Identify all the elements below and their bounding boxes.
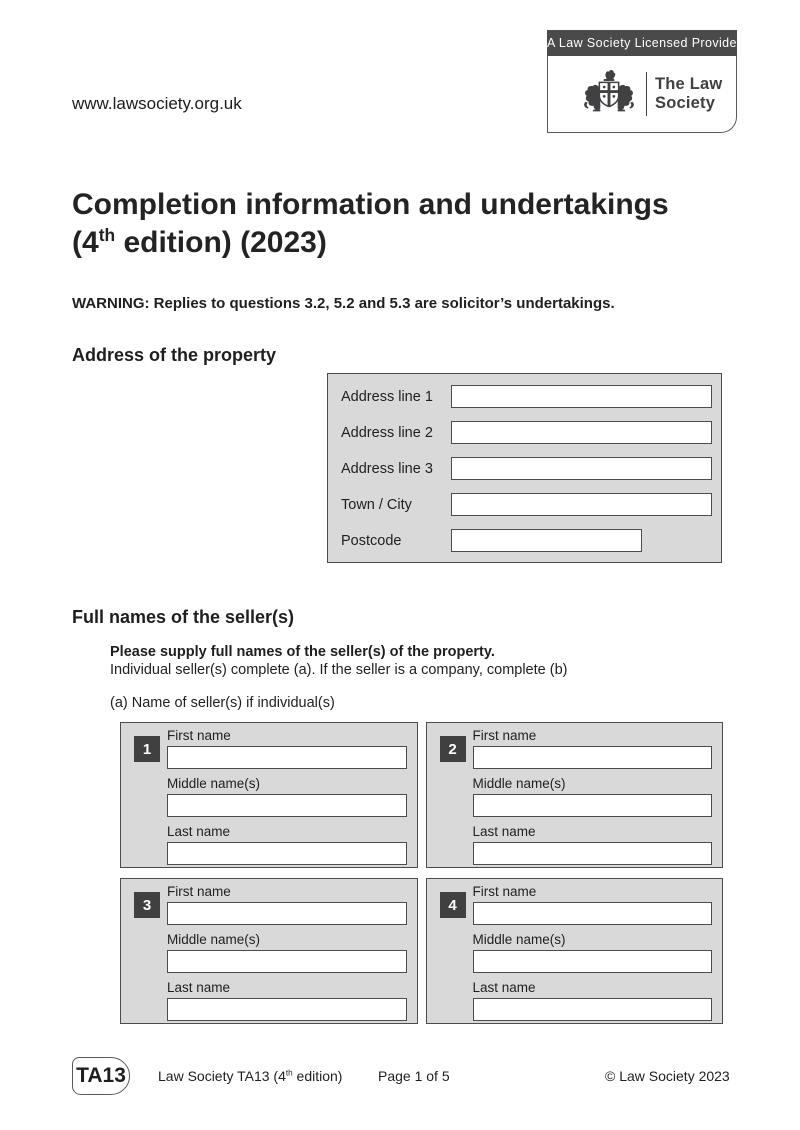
address-line-1-label: Address line 1 bbox=[341, 388, 433, 405]
seller-box-1 bbox=[120, 722, 418, 868]
page-title bbox=[72, 186, 752, 262]
seller-2-first-name-input[interactable] bbox=[473, 746, 713, 769]
form-code-badge: TA13 bbox=[72, 1057, 130, 1095]
seller-4-middle-name-input[interactable] bbox=[473, 950, 713, 973]
seller-2-middle-name-input[interactable] bbox=[473, 794, 713, 817]
seller-3-middle-name-input[interactable] bbox=[167, 950, 407, 973]
footer-doc-superscript: th bbox=[285, 1068, 293, 1078]
title-superscript: th bbox=[98, 225, 116, 245]
address-line-1-row bbox=[341, 385, 712, 408]
sellers-sublabel: (a) Name of seller(s) if individual(s) bbox=[110, 695, 335, 711]
seller-2-fields bbox=[473, 728, 713, 865]
seller-1-fields bbox=[167, 728, 407, 865]
law-society-crest-icon bbox=[578, 66, 640, 122]
seller-3-fields bbox=[167, 884, 407, 1021]
seller-box-4 bbox=[426, 878, 724, 1024]
footer-doc-pre: Law Society TA13 (4 bbox=[158, 1068, 286, 1084]
address-line-2-input[interactable] bbox=[451, 421, 712, 444]
licensed-provider-banner: A Law Society Licensed Provider bbox=[547, 30, 737, 56]
footer-document-name bbox=[158, 1068, 342, 1084]
address-line-2-label: Address line 2 bbox=[341, 424, 433, 441]
logo-wordmark-line2: Society bbox=[655, 94, 716, 112]
seller-4-fields bbox=[473, 884, 713, 1021]
law-society-logo bbox=[547, 30, 742, 133]
seller-3-last-name-label: Last name bbox=[167, 980, 231, 995]
title-line2-pre: (4 bbox=[72, 226, 99, 259]
seller-2-last-name-label: Last name bbox=[472, 824, 536, 839]
sellers-section-heading: Full names of the seller(s) bbox=[72, 607, 295, 627]
seller-1-first-name-input[interactable] bbox=[167, 746, 407, 769]
seller-3-first-name-input[interactable] bbox=[167, 902, 407, 925]
seller-4-middle-name-label: Middle name(s) bbox=[472, 932, 566, 947]
seller-1-middle-name-input[interactable] bbox=[167, 794, 407, 817]
logo-wordmark-line1: The Law bbox=[655, 75, 723, 93]
town-city-input[interactable] bbox=[451, 493, 712, 516]
footer-doc-post: edition) bbox=[292, 1068, 343, 1084]
seller-2-last-name-input[interactable] bbox=[473, 842, 713, 865]
address-line-2-row bbox=[341, 421, 712, 444]
sellers-intro-normal: Individual seller(s) complete (a). If the seller is a company, complete (b) bbox=[110, 661, 568, 678]
seller-4-first-name-label: First name bbox=[472, 884, 537, 899]
site-url: www.lawsociety.org.uk bbox=[72, 94, 242, 113]
seller-box-3 bbox=[120, 878, 418, 1024]
seller-3-first-name-label: First name bbox=[167, 884, 231, 899]
postcode-input[interactable] bbox=[451, 529, 642, 552]
seller-2-first-name-label: First name bbox=[472, 728, 537, 743]
seller-1-number-badge: 1 bbox=[134, 736, 160, 762]
footer-page-number: Page 1 of 5 bbox=[378, 1068, 450, 1084]
title-line1: Completion information and undertakings bbox=[72, 188, 669, 221]
warning-text: WARNING: Replies to questions 3.2, 5.2 and 5.3 are solicitor’s undertakings. bbox=[72, 295, 615, 312]
address-line-1-input[interactable] bbox=[451, 385, 712, 408]
logo-wordmark bbox=[655, 75, 722, 113]
seller-4-first-name-input[interactable] bbox=[473, 902, 713, 925]
seller-3-middle-name-label: Middle name(s) bbox=[167, 932, 261, 947]
address-box bbox=[327, 373, 722, 563]
seller-4-last-name-label: Last name bbox=[472, 980, 536, 995]
logo-divider bbox=[646, 72, 647, 116]
seller-1-middle-name-label: Middle name(s) bbox=[167, 776, 261, 791]
address-line-3-label: Address line 3 bbox=[341, 460, 433, 477]
seller-3-last-name-input[interactable] bbox=[167, 998, 407, 1021]
seller-2-number-badge: 2 bbox=[440, 736, 466, 762]
postcode-row bbox=[341, 529, 712, 552]
address-line-3-input[interactable] bbox=[451, 457, 712, 480]
seller-4-last-name-input[interactable] bbox=[473, 998, 713, 1021]
town-city-row bbox=[341, 493, 712, 516]
seller-box-2 bbox=[426, 722, 724, 868]
logo-body bbox=[547, 56, 737, 133]
title-line2-post: edition) (2023) bbox=[115, 226, 327, 259]
address-section-heading: Address of the property bbox=[72, 345, 277, 365]
sellers-grid bbox=[120, 722, 723, 1024]
footer-copyright: © Law Society 2023 bbox=[605, 1068, 730, 1084]
seller-1-last-name-input[interactable] bbox=[167, 842, 407, 865]
postcode-label: Postcode bbox=[341, 532, 402, 549]
seller-4-number-badge: 4 bbox=[440, 892, 466, 918]
sellers-intro bbox=[110, 644, 567, 679]
seller-1-first-name-label: First name bbox=[167, 728, 231, 743]
town-city-label: Town / City bbox=[341, 496, 412, 513]
seller-3-number-badge: 3 bbox=[134, 892, 160, 918]
sellers-intro-bold: Please supply full names of the seller(s) of the property. bbox=[110, 644, 495, 660]
seller-2-middle-name-label: Middle name(s) bbox=[472, 776, 566, 791]
seller-1-last-name-label: Last name bbox=[167, 824, 231, 839]
address-line-3-row bbox=[341, 457, 712, 480]
